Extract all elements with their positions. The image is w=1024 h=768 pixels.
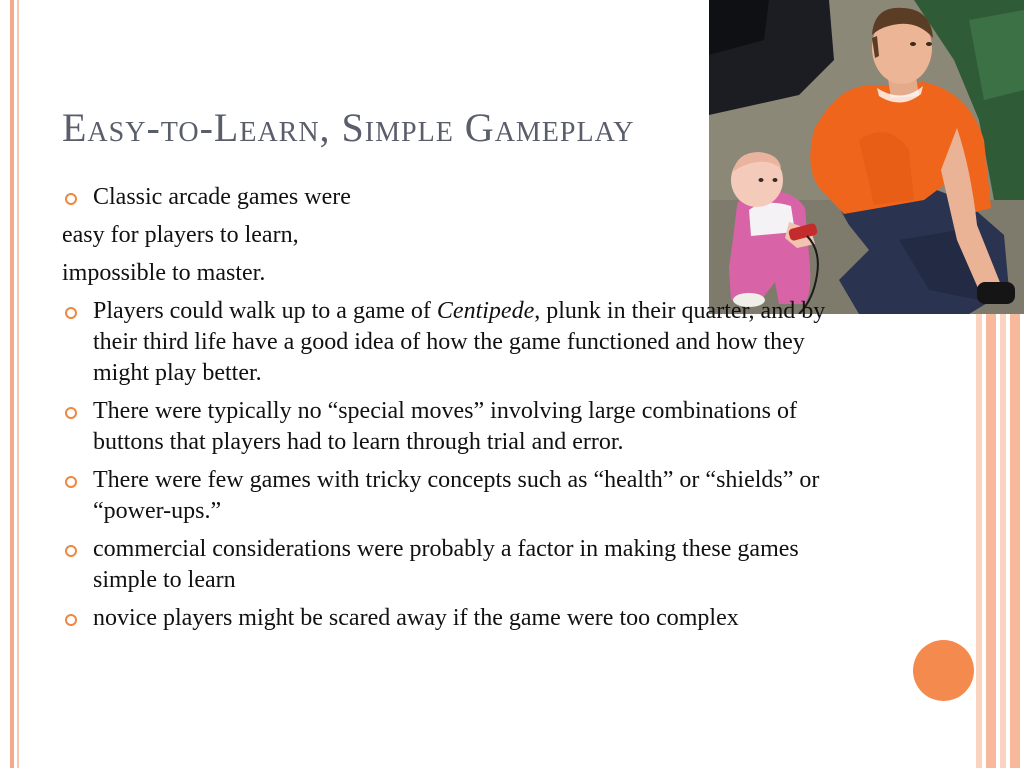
plain-line: easy for players to learn, xyxy=(62,222,299,248)
bullet-text-part: Players could walk up to a game of xyxy=(93,298,437,324)
bullet-text: novice players might be scared away if the game were too complex xyxy=(93,605,739,631)
bullet-item xyxy=(62,396,862,458)
bullet-circle-icon xyxy=(65,614,77,626)
plain-line: impossible to master. xyxy=(62,260,266,286)
bullet-circle-icon xyxy=(65,476,77,488)
bullet-item xyxy=(62,603,862,634)
bullet-text: Classic arcade games were xyxy=(93,184,351,210)
decorative-circle xyxy=(913,640,974,701)
bullet-text: commercial considerations were probably a factor in making these games simple to learn xyxy=(93,536,799,593)
bullet-item xyxy=(62,182,862,213)
bullet-item xyxy=(62,296,862,389)
left-decorative-rule xyxy=(10,0,14,768)
bullet-text: There were typically no “special moves” involving large combinations of buttons that players had to learn through trial and error. xyxy=(93,398,798,455)
bullet-text-part: , plunk in their quarter, and by their third life have a good idea of how the game functioned and how they might play better. xyxy=(93,298,826,386)
slide-body xyxy=(62,182,862,641)
bullet-circle-icon xyxy=(65,545,77,557)
bullet-text: There were few games with tricky concepts such as “health” or “shields” or “power-ups.” xyxy=(93,467,820,524)
slide-title: Easy-to-Learn, Simple Gameplay xyxy=(62,105,635,150)
left-decorative-rule-thin xyxy=(17,0,19,768)
bullet-circle-icon xyxy=(65,307,77,319)
game-title-italic: Centipede xyxy=(436,298,535,324)
bullet-item xyxy=(62,465,862,527)
bullet-circle-icon xyxy=(65,407,77,419)
bullet-circle-icon xyxy=(65,193,77,205)
bullet-item xyxy=(62,534,862,596)
